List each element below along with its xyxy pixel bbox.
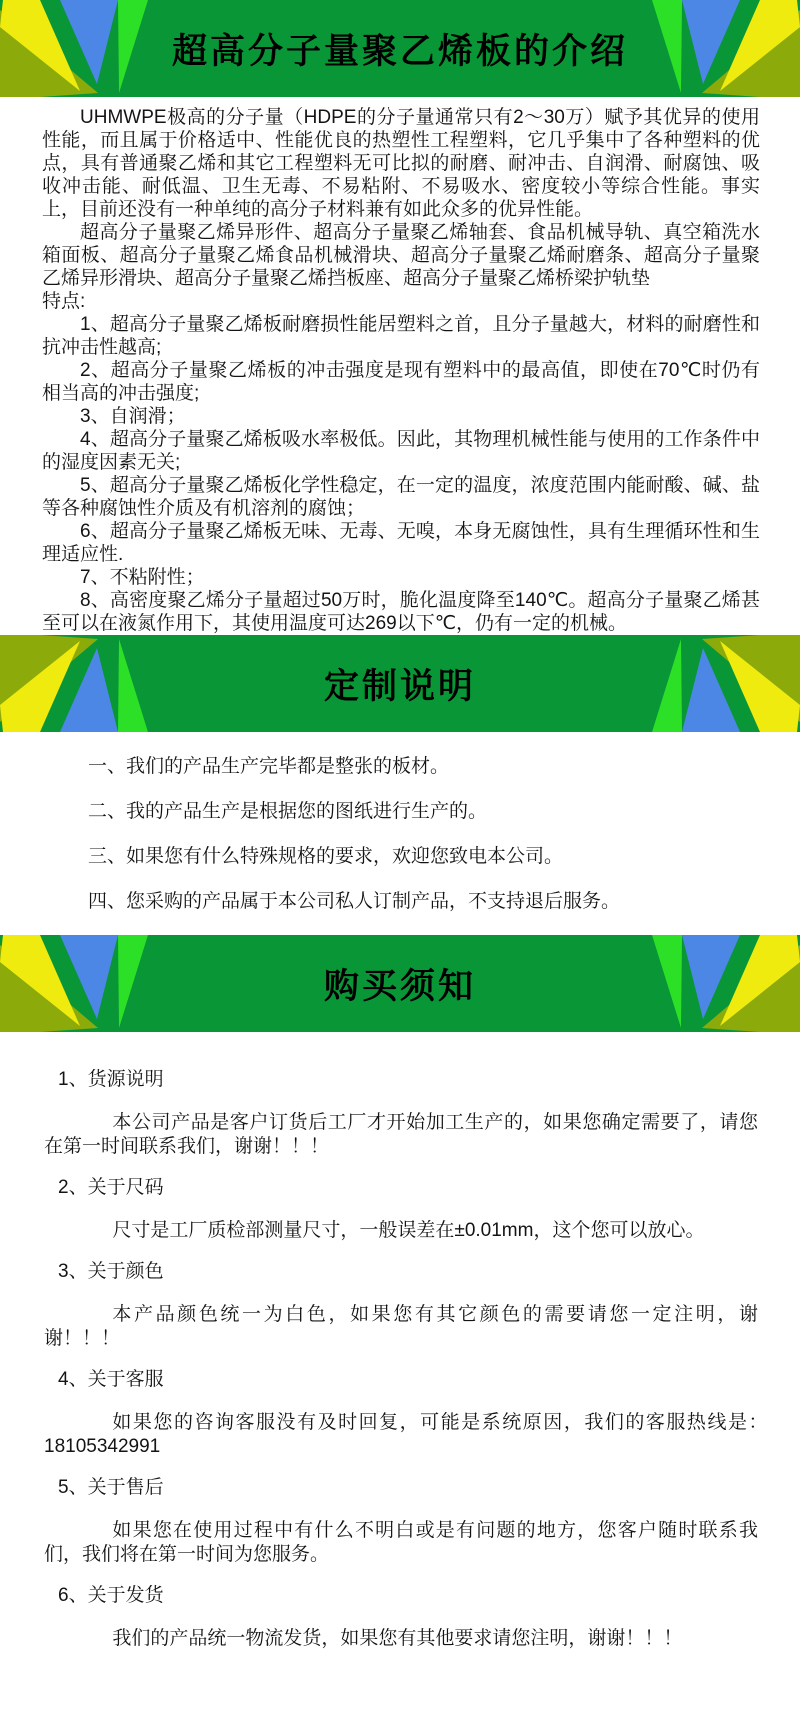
- purchase-item: [44, 1476, 758, 1567]
- feature-item: 3、自润滑；: [80, 406, 186, 427]
- intro-paragraph: UHMWPE极高的分子量（HDPE的分子量通常只有2～30万）赋予其优异的使用性能，而且属于价格适中、性能优良的热塑性工程塑料，它几乎集中了各种塑料的优点，具有普通聚乙烯和其它工程塑料无可比拟的耐磨、耐冲击、自润滑、耐腐蚀、吸收冲击能、耐低温、卫生无毒、不易粘附、不易吸水、密度较小等综合性能。事实上，目前还没有一种单纯的高分子材料兼有如此众多的优异性能。: [42, 107, 760, 220]
- feature-item: 2、超高分子量聚乙烯板的冲击强度是现有塑料中的最高值，即使在70℃时仍有相当高的冲击强度;: [42, 360, 760, 404]
- corner-fan-icon: [0, 0, 150, 97]
- feature-item: 5、超高分子量聚乙烯板化学性稳定，在一定的温度，浓度范围内能耐酸、碱、盐等各种腐蚀性介质及有机溶剂的腐蚀；: [42, 475, 760, 519]
- list-item: 一、我们的产品生产完毕都是整张的板材。: [88, 756, 450, 777]
- purchase-item-body: 我们的产品统一物流发货，如果您有其他要求请您注明，谢谢！！！: [112, 1628, 683, 1649]
- purchase-item-heading: 1、货源说明: [58, 1069, 164, 1090]
- list-item: 二、我的产品生产是根据您的图纸进行生产的。: [88, 801, 488, 822]
- corner-fan-icon: [0, 635, 150, 732]
- purchase-item: [44, 1068, 758, 1159]
- purchase-banner-title: 购买须知: [323, 966, 476, 1006]
- corner-fan-icon: [650, 935, 800, 1032]
- purchase-item-heading: 2、关于尺码: [58, 1177, 164, 1198]
- intro-paragraph: 超高分子量聚乙烯异形件、超高分子量聚乙烯轴套、食品机械导轨、真空箱洗水箱面板、超高分子量聚乙烯食品机械滑块、超高分子量聚乙烯耐磨条、超高分子量聚乙烯异形滑块、超高分子量聚乙烯挡板座、超高分子量聚乙烯桥梁护轨垫: [42, 222, 760, 289]
- intro-section: [0, 97, 800, 635]
- corner-fan-icon: [650, 0, 800, 97]
- purchase-item: [44, 1260, 758, 1351]
- purchase-item-body: 尺寸是工厂质检部测量尺寸，一般误差在±0.01mm，这个您可以放心。: [112, 1220, 705, 1241]
- feature-item: 8、高密度聚乙烯分子量超过50万时，脆化温度降至140℃。超高分子量聚乙烯甚至可以在液氮作用下，其使用温度可达269以下℃，仍有一定的机械。: [42, 590, 760, 634]
- list-item: 四、您采购的产品属于本公司私人订制产品，不支持退后服务。: [88, 891, 621, 912]
- purchase-item: [44, 1368, 783, 1459]
- purchase-item-heading: 3、关于颜色: [58, 1261, 164, 1282]
- purchase-item-body: 本公司产品是客户订货后工厂才开始加工生产的，如果您确定需要了，请您在第一时间联系我们，谢谢！！！: [44, 1112, 758, 1157]
- intro-banner: [0, 0, 800, 97]
- feature-item: 7、不粘附性；: [80, 567, 205, 588]
- purchase-item-body: 本产品颜色统一为白色，如果您有其它颜色的需要请您一定注明，谢谢！！！: [44, 1304, 758, 1349]
- custom-banner-title: 定制说明: [323, 666, 476, 706]
- purchase-item-body: 如果您的咨询客服没有及时回复，可能是系统原因，我们的客服热线是： 18105342991: [44, 1412, 783, 1457]
- intro-banner-title: 超高分子量聚乙烯板的介绍: [171, 31, 628, 71]
- corner-fan-icon: [0, 935, 150, 1032]
- feature-item: 1、超高分子量聚乙烯板耐磨损性能居塑料之首，且分子量越大，材料的耐磨性和抗冲击性越高;: [42, 314, 760, 358]
- purchase-section: [0, 1032, 800, 1651]
- purchase-item: [58, 1584, 758, 1651]
- custom-section: [0, 732, 800, 914]
- purchase-item: [58, 1176, 758, 1243]
- purchase-item-heading: 5、关于售后: [58, 1477, 164, 1498]
- purchase-banner: [0, 935, 800, 1032]
- custom-banner: [0, 635, 800, 732]
- purchase-item-heading: 6、关于发货: [58, 1585, 164, 1606]
- feature-item: 4、超高分子量聚乙烯板吸水率极低。因此，其物理机械性能与使用的工作条件中的湿度因素无关;: [42, 429, 760, 473]
- feature-item: 6、超高分子量聚乙烯板无味、无毒、无嗅，本身无腐蚀性，具有生理循环性和生理适应性.: [42, 521, 760, 565]
- features-label: 特点:: [42, 291, 86, 312]
- corner-fan-icon: [650, 635, 800, 732]
- list-item: 三、如果您有什么特殊规格的要求，欢迎您致电本公司。: [88, 846, 564, 867]
- purchase-item-body: 如果您在使用过程中有什么不明白或是有问题的地方，您客户随时联系我们，我们将在第一时间为您服务。: [44, 1520, 758, 1565]
- purchase-item-heading: 4、关于客服: [58, 1369, 164, 1390]
